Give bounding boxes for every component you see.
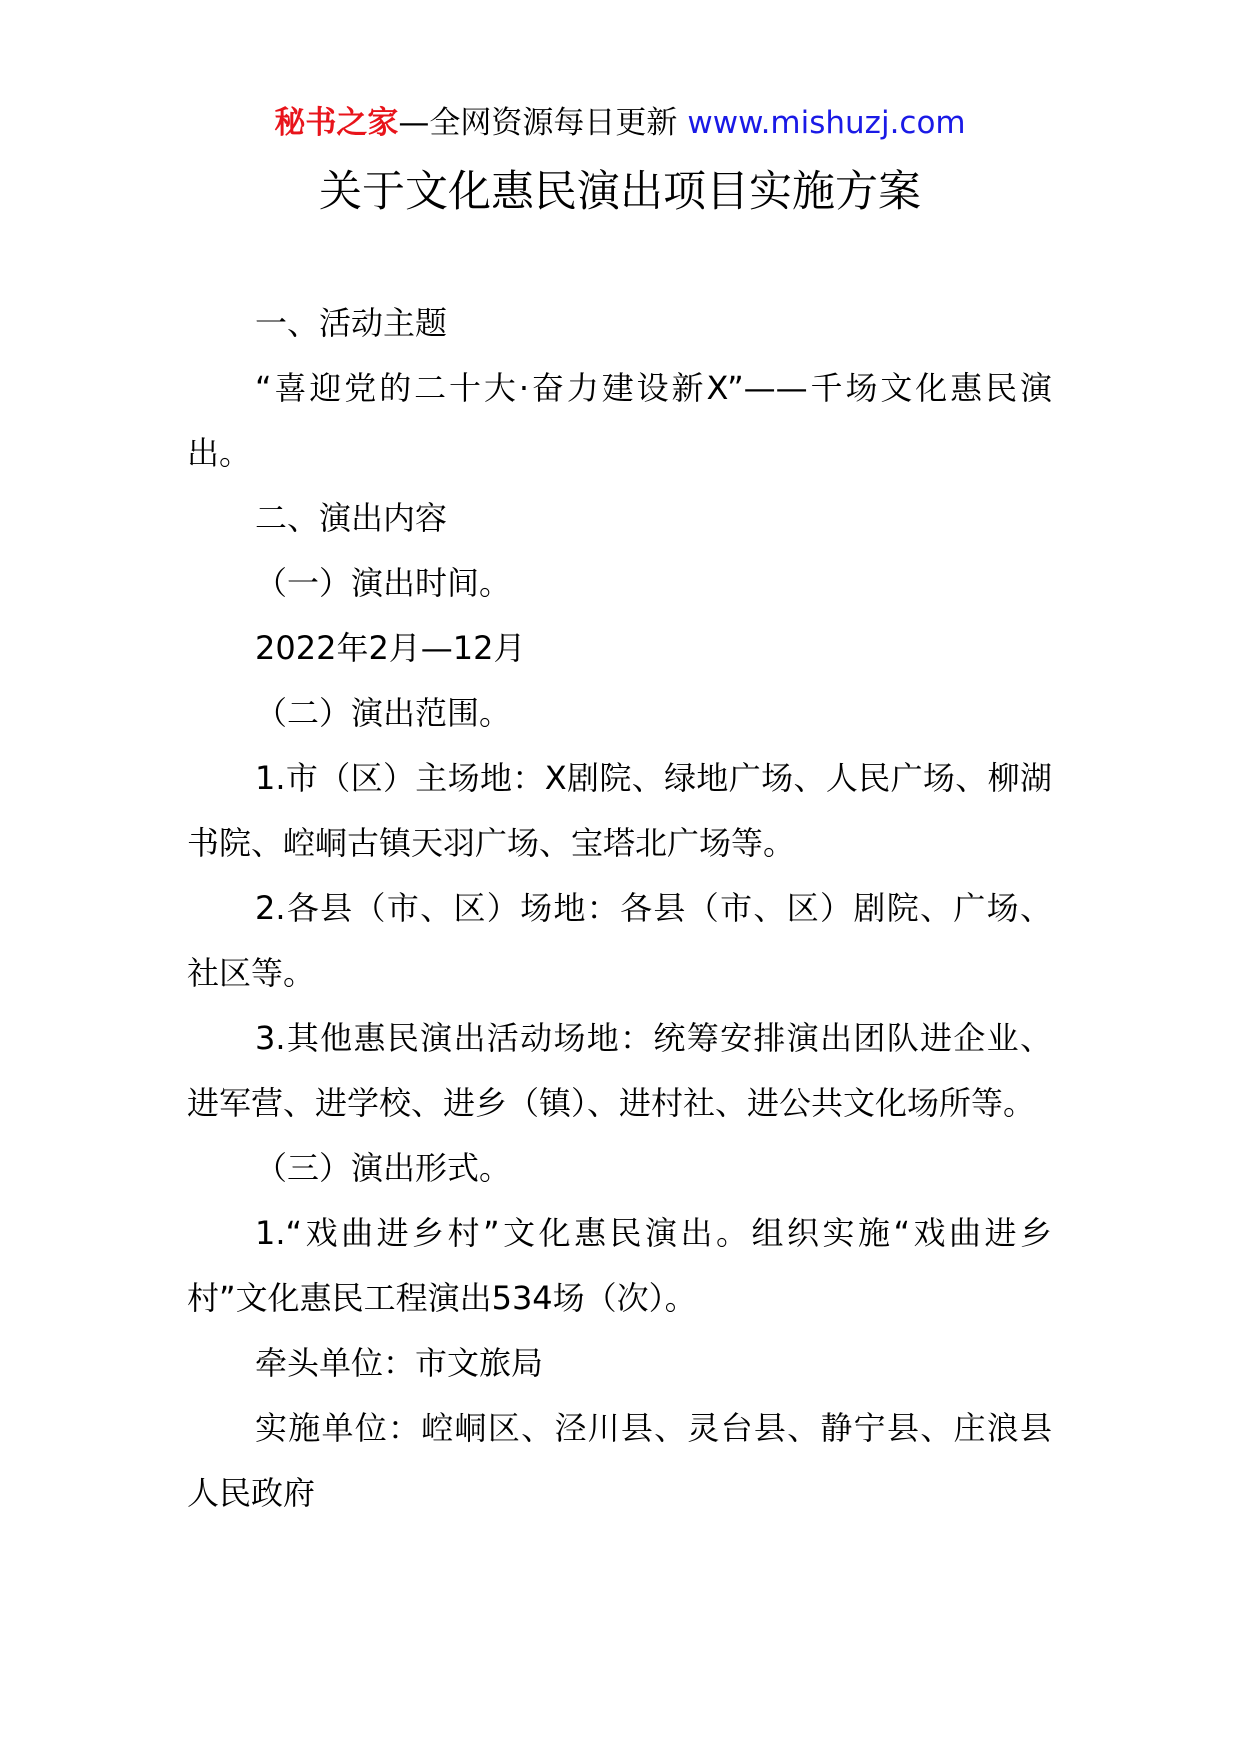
scope-item-2: 2.各县（市、区）场地：各县（市、区）剧院、广场、社区等。 bbox=[187, 889, 1052, 992]
subheading-form: （三）演出形式。 bbox=[255, 1149, 512, 1187]
scope-item-3: 3.其他惠民演出活动场地：统筹安排演出团队进企业、进军营、进学校、进乡（镇）、进村社、进公共文化场所等。 bbox=[187, 1019, 1052, 1122]
form-item-1: 1.“戏曲进乡村”文化惠民演出。组织实施“戏曲进乡村”文化惠民工程演出534场（次）。 bbox=[187, 1214, 1052, 1317]
subheading-scope: （二）演出范围。 bbox=[255, 694, 512, 732]
subheading-time: （一）演出时间。 bbox=[255, 564, 512, 602]
time-text: 2022年2月—12月 bbox=[255, 629, 526, 667]
watermark-slogan: —全网资源每日更新 bbox=[398, 105, 678, 141]
scope-item-1: 1.市（区）主场地：X剧院、绿地广场、人民广场、柳湖书院、崆峒古镇天羽广场、宝塔北广场等。 bbox=[187, 759, 1052, 862]
implementing-units: 实施单位：崆峒区、泾川县、灵台县、静宁县、庄浪县人民政府 bbox=[187, 1409, 1052, 1512]
document-title: 关于文化惠民演出项目实施方案 bbox=[319, 167, 921, 217]
section-heading-theme: 一、活动主题 bbox=[255, 304, 448, 342]
watermark-brand: 秘书之家 bbox=[274, 105, 399, 141]
watermark-url-link[interactable]: www.mishuzj.com bbox=[687, 105, 966, 141]
document-body bbox=[187, 291, 1052, 1526]
lead-unit: 牵头单位：市文旅局 bbox=[255, 1344, 544, 1382]
theme-text: “喜迎党的二十大·奋力建设新X”——千场文化惠民演出。 bbox=[187, 369, 1052, 472]
section-heading-content: 二、演出内容 bbox=[255, 499, 448, 537]
source-watermark bbox=[0, 100, 1240, 146]
